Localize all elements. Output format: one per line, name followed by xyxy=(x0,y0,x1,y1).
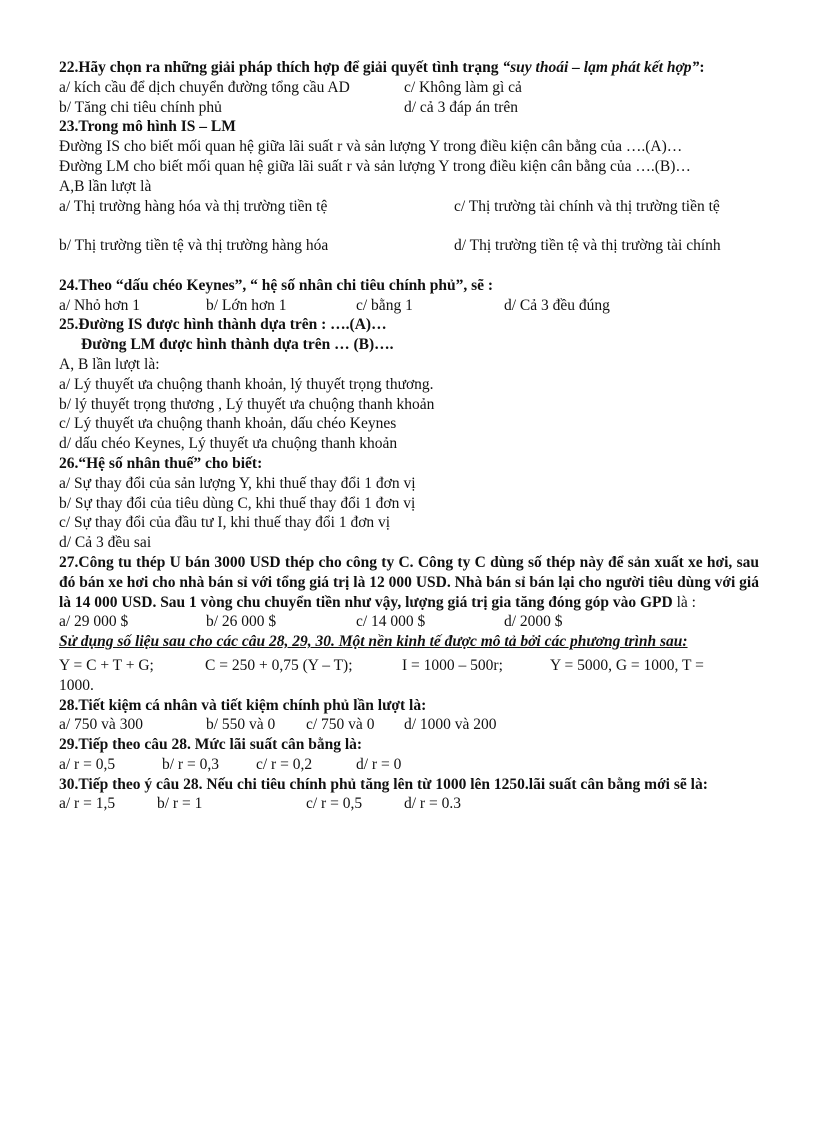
q30-options xyxy=(59,794,759,814)
q30-option-d: d/ r = 0.3 xyxy=(404,795,461,813)
q22-option-d: d/ cả 3 đáp án trên xyxy=(404,98,519,116)
q27-title xyxy=(59,553,759,612)
q27-option-b: b/ 26 000 $ xyxy=(206,613,277,631)
q23-row-2 xyxy=(59,236,759,276)
equation-3: I = 1000 – 500r; xyxy=(402,656,503,674)
q24-title: 24.Theo “dấu chéo Keynes”, “ hệ số nhân chi tiêu chính phủ”, sẽ : xyxy=(59,276,494,294)
q25-option-c: c/ Lý thuyết ưa chuộng thanh khoản, dấu chéo Keynes xyxy=(59,415,397,433)
q30-option-b: b/ r = 1 xyxy=(157,795,203,813)
q25-option-a: a/ Lý thuyết ưa chuộng thanh khoản, lý thuyết trọng thương. xyxy=(59,375,434,393)
q27-option-d: d/ 2000 $ xyxy=(504,613,563,631)
q28-option-d: d/ 1000 và 200 xyxy=(404,716,497,734)
q26-option-d: d/ Cả 3 đều sai xyxy=(59,534,152,552)
equation-4: Y = 5000, G = 1000, T = xyxy=(550,656,704,674)
q24-option-d: d/ Cả 3 đều đúng xyxy=(504,296,610,314)
document-page xyxy=(59,58,759,814)
q23-is-text: Đường IS cho biết mối quan hệ giữa lãi suất r và sản lượng Y trong điều kiện cân bằng của ….(A)… xyxy=(59,138,683,156)
q27-title-tail: là : xyxy=(672,593,696,611)
q23-row-1 xyxy=(59,197,759,237)
q23-option-c: c/ Thị trường tài chính và thị trường tiền tệ xyxy=(454,197,720,215)
q26-option-b: b/ Sự thay đổi của tiêu dùng C, khi thuế thay đổi 1 đơn vị xyxy=(59,494,416,512)
data-note: Sử dụng số liệu sau cho các câu 28, 29, 30. Một nền kinh tế được mô tả bởi các phương trình sau: xyxy=(59,633,688,651)
q22-option-c: c/ Không làm gì cả xyxy=(404,78,522,96)
q22-option-b: b/ Tăng chi tiêu chính phủ xyxy=(59,98,222,116)
q27-option-c: c/ 14 000 $ xyxy=(356,613,426,631)
q29-title: 29.Tiếp theo câu 28. Mức lãi suất cân bằng là: xyxy=(59,736,363,754)
q26-option-a: a/ Sự thay đổi của sản lượng Y, khi thuế thay đổi 1 đơn vị xyxy=(59,474,416,492)
q27-option-a: a/ 29 000 $ xyxy=(59,613,129,631)
q24-option-c: c/ bằng 1 xyxy=(356,296,413,314)
q27-options xyxy=(59,612,759,632)
q24-option-a: a/ Nhỏ hơn 1 xyxy=(59,296,140,314)
q30-title: 30.Tiếp theo ý câu 28. Nếu chi tiêu chính phủ tăng lên từ 1000 lên 1250.lãi suất cân bằng mới sẽ là: xyxy=(59,775,708,793)
q29-option-b: b/ r = 0,3 xyxy=(162,755,219,773)
q25-ab: A, B lần lượt là: xyxy=(59,355,160,373)
q22-title xyxy=(59,58,759,78)
q28-option-a: a/ 750 và 300 xyxy=(59,716,143,734)
q27-title-text: 27.Công tu thép U bán 3000 USD thép cho công ty C. Công ty C dùng số thép này để sản xuất xe hơi, sau đó bán xe hơi cho nhà bán sỉ với tổng giá trị là 12 000 USD. Nhà bán sỉ bán lại cho người tiêu dùng với giá là 14 000 USD. Sau 1 vòng chu chuyển tiền như vậy, lượng giá trị gia tăng đóng góp vào GPD xyxy=(59,553,759,611)
q29-option-c: c/ r = 0,2 xyxy=(256,755,313,773)
q22-option-a: a/ kích cầu để dịch chuyển đường tổng cầu AD xyxy=(59,78,350,96)
q23-lm-text: Đường LM cho biết mối quan hệ giữa lãi suất r và sản lượng Y trong điều kiện cân bằng của ….(B)… xyxy=(59,157,691,175)
q30-option-c: c/ r = 0,5 xyxy=(306,795,363,813)
q23-option-b-text: b/ Thị trường tiền tệ và thị trường hàng hóa xyxy=(59,237,329,255)
q28-title: 28.Tiết kiệm cá nhân và tiết kiệm chính phủ lần lượt là: xyxy=(59,696,427,714)
equation-5: 1000. xyxy=(59,676,94,694)
q25-title-1: 25.Đường IS được hình thành dựa trên : ….(A)… xyxy=(59,316,387,334)
q23-ab: A,B lần lượt là xyxy=(59,177,152,195)
q23-option-a: a/ Thị trường hàng hóa và thị trường tiền tệ xyxy=(59,197,328,215)
q25-option-b: b/ lý thuyết trọng thương , Lý thuyết ưa chuộng thanh khoản xyxy=(59,395,435,413)
q22-row-1 xyxy=(59,78,759,98)
equation-1: Y = C + T + G; xyxy=(59,656,154,674)
q22-row-2 xyxy=(59,98,759,118)
q28-option-b: b/ 550 và 0 xyxy=(206,716,276,734)
equations-row xyxy=(59,656,759,676)
q29-options xyxy=(59,755,759,775)
q28-options xyxy=(59,715,759,735)
q23-option-b xyxy=(59,236,389,256)
q22-title-end: : xyxy=(699,59,705,76)
q28-option-c: c/ 750 và 0 xyxy=(306,716,375,734)
q26-option-c: c/ Sự thay đổi của đầu tư I, khi thuế thay đổi 1 đơn vị xyxy=(59,514,391,532)
equation-2: C = 250 + 0,75 (Y – T); xyxy=(205,656,353,674)
q24-options xyxy=(59,296,759,316)
q26-title: 26.“Hệ số nhân thuế” cho biết: xyxy=(59,454,263,472)
q24-option-b: b/ Lớn hơn 1 xyxy=(206,296,287,314)
q25-title-2: Đường LM được hình thành dựa trên … (B)…. xyxy=(81,336,394,354)
q30-option-a: a/ r = 1,5 xyxy=(59,795,116,813)
q23-title: 23.Trong mô hình IS – LM xyxy=(59,118,236,136)
q23-option-d: d/ Thị trường tiền tệ và thị trường tài chính xyxy=(454,237,721,255)
q25-option-d: d/ dấu chéo Keynes, Lý thuyết ưa chuộng thanh khoản xyxy=(59,435,398,453)
q22-title-quote: “suy thoái – lạm phát kết hợp” xyxy=(502,59,700,76)
q29-option-a: a/ r = 0,5 xyxy=(59,755,116,773)
q29-option-d: d/ r = 0 xyxy=(356,755,402,773)
q22-title-text: 22.Hãy chọn ra những giải pháp thích hợp để giải quyết tình trạng xyxy=(59,59,503,76)
